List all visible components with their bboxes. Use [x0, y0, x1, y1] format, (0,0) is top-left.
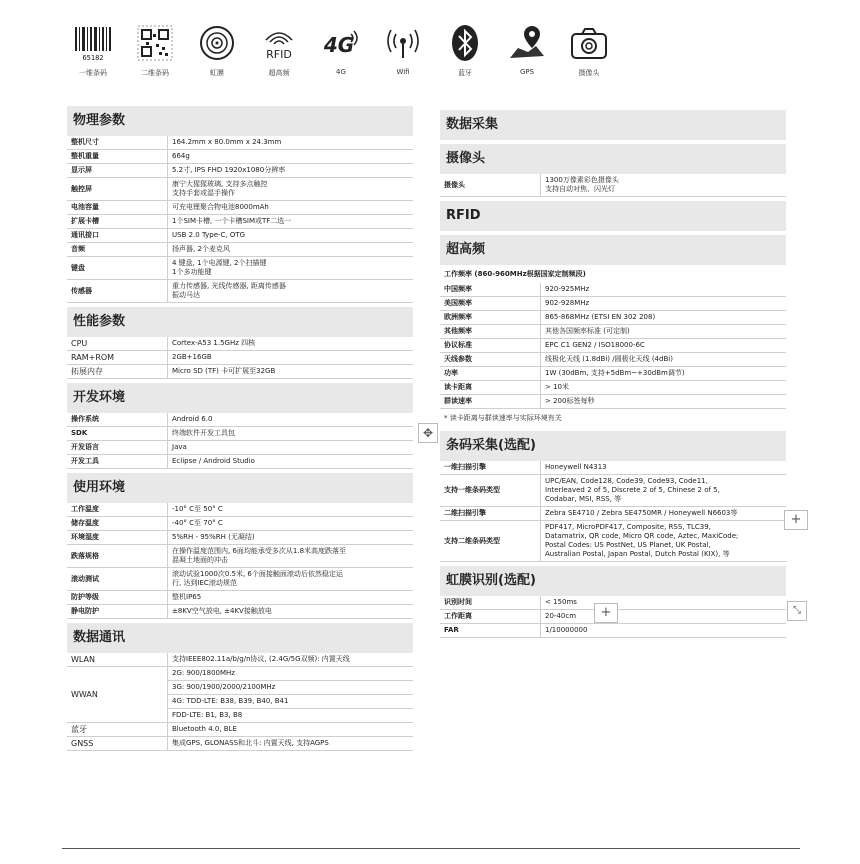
feature-wifi	[372, 22, 434, 78]
icon-caption: 蓝牙	[458, 69, 472, 77]
iris-icon	[196, 22, 238, 64]
table-row	[67, 653, 413, 667]
camera-icon	[568, 22, 610, 64]
spec-value: 其他各国频率标准 (可定制)	[541, 325, 787, 339]
spec-value: 扬声器, 2个麦克风	[168, 243, 414, 257]
section-heading: 使用环境	[67, 473, 413, 503]
spec-value: -10° C至 50° C	[168, 503, 414, 517]
section-heading: 条码采集(选配)	[440, 431, 786, 461]
rfid-icon	[258, 22, 300, 64]
spec-value: 920-925MHz	[541, 283, 787, 297]
table-row	[67, 591, 413, 605]
spec-label: CPU	[67, 337, 168, 351]
table-row	[67, 723, 413, 737]
spec-label: 环境湿度	[67, 531, 168, 545]
spec-label: 键盘	[67, 257, 168, 280]
spec-value: 1300万像素彩色摄像头 支持自动对焦、闪光灯	[541, 174, 787, 197]
spec-value: EPC C1 GEN2 / ISO18000-6C	[541, 339, 787, 353]
spec-label: 开发工具	[67, 455, 168, 469]
barcode-digits: 65182	[82, 54, 104, 62]
section-heading: 开发环境	[67, 383, 413, 413]
table-row	[440, 174, 786, 197]
spec-value: 2GB+16GB	[168, 351, 414, 365]
spec-label: 二维扫描引擎	[440, 507, 541, 521]
qrcode-2d-icon	[134, 22, 176, 64]
spec-value: 4 键盘, 1个电源键, 2个扫描键 1个多功能键	[168, 257, 414, 280]
section-subtitle: 工作频率 (860-960MHz根据国家定制频段)	[444, 270, 586, 278]
spec-value: 滚动试验1000次0.5米, 6个面接触面滚动后依然稳定运 行, 达到IEC滚动规范	[168, 568, 414, 591]
left-spec-column	[67, 106, 413, 751]
spec-value: Cortex-A53 1.5GHz 四核	[168, 337, 414, 351]
icon-caption: Wifi	[396, 68, 410, 76]
spec-label: 工作距离	[440, 610, 541, 624]
spec-label: 拓展内存	[67, 365, 168, 379]
spec-label: 操作系统	[67, 413, 168, 427]
table-row	[440, 283, 786, 297]
spec-label: 功率	[440, 367, 541, 381]
table-row	[67, 545, 413, 568]
spec-label: 工作温度	[67, 503, 168, 517]
section-heading: 虹膜识别(选配)	[440, 566, 786, 596]
spec-value: 整机IP65	[168, 591, 414, 605]
table-row	[440, 339, 786, 353]
table-row	[440, 521, 786, 562]
spec-table	[67, 503, 413, 619]
add-row-button[interactable]: +	[594, 603, 618, 623]
spec-value: 终端软件开发工具包	[168, 427, 414, 441]
table-row	[440, 507, 786, 521]
table-move-handle[interactable]: ✥	[418, 423, 438, 443]
spec-table	[67, 136, 413, 303]
table-row	[67, 365, 413, 379]
spec-label: FAR	[440, 624, 541, 638]
table-row	[67, 201, 413, 215]
icon-caption: GPS	[519, 68, 535, 76]
spec-value: < 150ms	[541, 596, 787, 610]
spec-value: 支持IEEE802.11a/b/g/n协议, (2.4G/5G双频): 内置天线	[168, 653, 414, 667]
table-row	[67, 215, 413, 229]
icon-caption: 一维条码	[79, 69, 107, 77]
spec-value: 4G: TDD-LTE: B38, B39, B40, B41	[168, 695, 414, 709]
spec-value: 664g	[168, 150, 414, 164]
spec-value: 20-40cm	[541, 610, 787, 624]
spec-label: 整机重量	[67, 150, 168, 164]
icon-caption: 二维条码	[141, 69, 169, 77]
spec-value: 重力传感器, 光线传感器, 距离传感器 振动马达	[168, 280, 414, 303]
table-row	[67, 517, 413, 531]
table-row	[67, 503, 413, 517]
table-row	[440, 475, 786, 507]
table-row	[67, 455, 413, 469]
feature-bluetooth	[434, 22, 496, 78]
spec-label: 读卡距离	[440, 381, 541, 395]
table-row	[67, 257, 413, 280]
spec-value: Java	[168, 441, 414, 455]
table-row	[440, 325, 786, 339]
spec-label: SDK	[67, 427, 168, 441]
spec-label: 协议标准	[440, 339, 541, 353]
spec-value: Eclipse / Android Studio	[168, 455, 414, 469]
icon-caption: 4G	[336, 68, 346, 76]
4g-logo-text: 4G	[323, 33, 355, 57]
table-row	[67, 280, 413, 303]
spec-label: RAM+ROM	[67, 351, 168, 365]
spec-table	[67, 413, 413, 469]
spec-value: Android 6.0	[168, 413, 414, 427]
spec-label: 中国频率	[440, 283, 541, 297]
table-row	[67, 150, 413, 164]
feature-gps	[496, 22, 558, 78]
spec-value: 902-928MHz	[541, 297, 787, 311]
table-row	[440, 381, 786, 395]
table-row	[67, 605, 413, 619]
right-spec-column	[440, 110, 786, 638]
table-row	[440, 624, 786, 638]
feature-camera	[558, 22, 620, 78]
spec-label: 触控屏	[67, 178, 168, 201]
spec-value: 在操作温度范围内, 6面均能承受多次从1.8米高度跌落至 混凝土地面的冲击	[168, 545, 414, 568]
spec-value: 1/10000000	[541, 624, 787, 638]
table-row	[440, 367, 786, 381]
spec-label: 开发语言	[67, 441, 168, 455]
spec-label: 支持二维条码类型	[440, 521, 541, 562]
spec-value: 可充电锂聚合物电池8000mAh	[168, 201, 414, 215]
spec-table	[67, 653, 413, 751]
spec-value: 3G: 900/1900/2000/2100MHz	[168, 681, 414, 695]
spec-value: Zebra SE4710 / Zebra SE4750MR / Honeywell N6603等	[541, 507, 787, 521]
section-heading: 摄像头	[440, 144, 786, 174]
table-row	[67, 136, 413, 150]
spec-label: 静电防护	[67, 605, 168, 619]
feature-rfid	[248, 22, 310, 78]
spec-value: UPC/EAN, Code128, Code39, Code93, Code11, Interleaved 2 of 5, Discrete 2 of 5, Chinese 2 of 5, Codabar, MSI, RSS, 等	[541, 475, 787, 507]
spec-label: 欧洲频率	[440, 311, 541, 325]
rfid-logo-text: RFID	[266, 48, 292, 61]
spec-value: 1W (30dBm, 支持+5dBm~+30dBm调节)	[541, 367, 787, 381]
table-row	[67, 413, 413, 427]
table-row	[440, 311, 786, 325]
table-row	[67, 667, 413, 681]
spec-label: 防护等级	[67, 591, 168, 605]
table-row	[67, 531, 413, 545]
spec-label: 一维扫描引擎	[440, 461, 541, 475]
add-column-button[interactable]: +	[784, 510, 808, 530]
spec-value: 865-868MHz (ETSI EN 302 208)	[541, 311, 787, 325]
feature-qrcode-2d	[124, 22, 186, 78]
spec-value: 1个SIM卡槽, 一个卡槽SIM或TF二选一	[168, 215, 414, 229]
spec-label: 整机尺寸	[67, 136, 168, 150]
feature-4g	[310, 22, 372, 78]
table-row	[67, 164, 413, 178]
spec-value: Honeywell N4313	[541, 461, 787, 475]
section-heading: 数据采集	[440, 110, 786, 140]
spec-value: 164.2mm x 80.0mm x 24.3mm	[168, 136, 414, 150]
spec-value: 集成GPS, GLONASS和北斗: 内置天线, 支持AGPS	[168, 737, 414, 751]
table-row	[67, 568, 413, 591]
icon-caption: 超高频	[268, 69, 290, 77]
barcode-1d-icon	[72, 22, 114, 64]
4g-icon	[320, 22, 362, 64]
table-resize-handle[interactable]: ⤡	[787, 601, 807, 621]
spec-label: 美国频率	[440, 297, 541, 311]
spec-value: 线极化天线 (1.8dBi) /圆极化天线 (4dBi)	[541, 353, 787, 367]
feature-barcode-1d	[62, 22, 124, 78]
table-row	[67, 243, 413, 257]
icon-caption: 摄像头	[578, 69, 600, 77]
table-row	[440, 353, 786, 367]
spec-value: PDF417, MicroPDF417, Composite, RSS, TLC39, Datamatrix, QR code, Micro QR code, Aztec, MaxiCode; Postal Codes: US PostNet, US Planet, UK Postal, Australian Postal, Japan Postal, Dutch Postal (KIX), 等	[541, 521, 787, 562]
spec-table	[440, 174, 786, 197]
table-row	[440, 461, 786, 475]
table-row	[67, 178, 413, 201]
spec-label: 摄像头	[440, 174, 541, 197]
section-heading: 超高频	[440, 235, 786, 265]
spec-table	[67, 337, 413, 379]
spec-label: WWAN	[67, 667, 168, 723]
table-row	[440, 395, 786, 409]
spec-value: -40° C至 70° C	[168, 517, 414, 531]
spec-label: 扩展卡槽	[67, 215, 168, 229]
footnote: * 读卡距离与群读速率与实际环境有关	[444, 414, 562, 422]
spec-value: Bluetooth 4.0, BLE	[168, 723, 414, 737]
section-heading: 数据通讯	[67, 623, 413, 653]
spec-label: WLAN	[67, 653, 168, 667]
spec-value: USB 2.0 Type-C, OTG	[168, 229, 414, 243]
spec-label: 音频	[67, 243, 168, 257]
wifi-icon	[382, 22, 424, 64]
spec-label: 其他频率	[440, 325, 541, 339]
spec-value: > 10米	[541, 381, 787, 395]
spec-value: FDD-LTE: B1, B3, B8	[168, 709, 414, 723]
spec-label: 通讯接口	[67, 229, 168, 243]
spec-label: 支持一维条码类型	[440, 475, 541, 507]
page-footer-rule	[62, 848, 800, 849]
table-row	[67, 737, 413, 751]
gps-icon	[506, 22, 548, 64]
spec-table	[440, 461, 786, 562]
spec-label: 显示屏	[67, 164, 168, 178]
table-row	[67, 337, 413, 351]
spec-label: 传感器	[67, 280, 168, 303]
table-row	[67, 427, 413, 441]
spec-value: 5.2寸, IPS FHD 1920x1080分辨率	[168, 164, 414, 178]
feature-iris	[186, 22, 248, 78]
bluetooth-icon	[444, 22, 486, 64]
icon-caption: 虹膜	[210, 69, 224, 77]
spec-table	[440, 283, 786, 409]
section-heading: 物理参数	[67, 106, 413, 136]
spec-label: 电池容量	[67, 201, 168, 215]
spec-label: 识别时间	[440, 596, 541, 610]
table-row	[67, 229, 413, 243]
spec-label: 蓝牙	[67, 723, 168, 737]
table-row	[440, 297, 786, 311]
spec-label: 天线参数	[440, 353, 541, 367]
section-heading: RFID	[440, 201, 786, 231]
spec-value: Micro SD (TF) 卡可扩展至32GB	[168, 365, 414, 379]
section-heading: 性能参数	[67, 307, 413, 337]
table-row	[67, 441, 413, 455]
table-row	[67, 351, 413, 365]
spec-value: 康宁大猩猩玻璃, 支持多点触控 支持手套或湿手操作	[168, 178, 414, 201]
spec-label: 群读速率	[440, 395, 541, 409]
spec-label: 跌落规格	[67, 545, 168, 568]
spec-value: ±8KV空气放电, ±4KV接触放电	[168, 605, 414, 619]
spec-label: GNSS	[67, 737, 168, 751]
spec-value: 5%RH - 95%RH (无凝结)	[168, 531, 414, 545]
feature-icon-bar	[62, 22, 620, 78]
spec-label: 滚动测试	[67, 568, 168, 591]
spec-value: 2G: 900/1800MHz	[168, 667, 414, 681]
spec-value: > 200标签每秒	[541, 395, 787, 409]
spec-label: 储存温度	[67, 517, 168, 531]
